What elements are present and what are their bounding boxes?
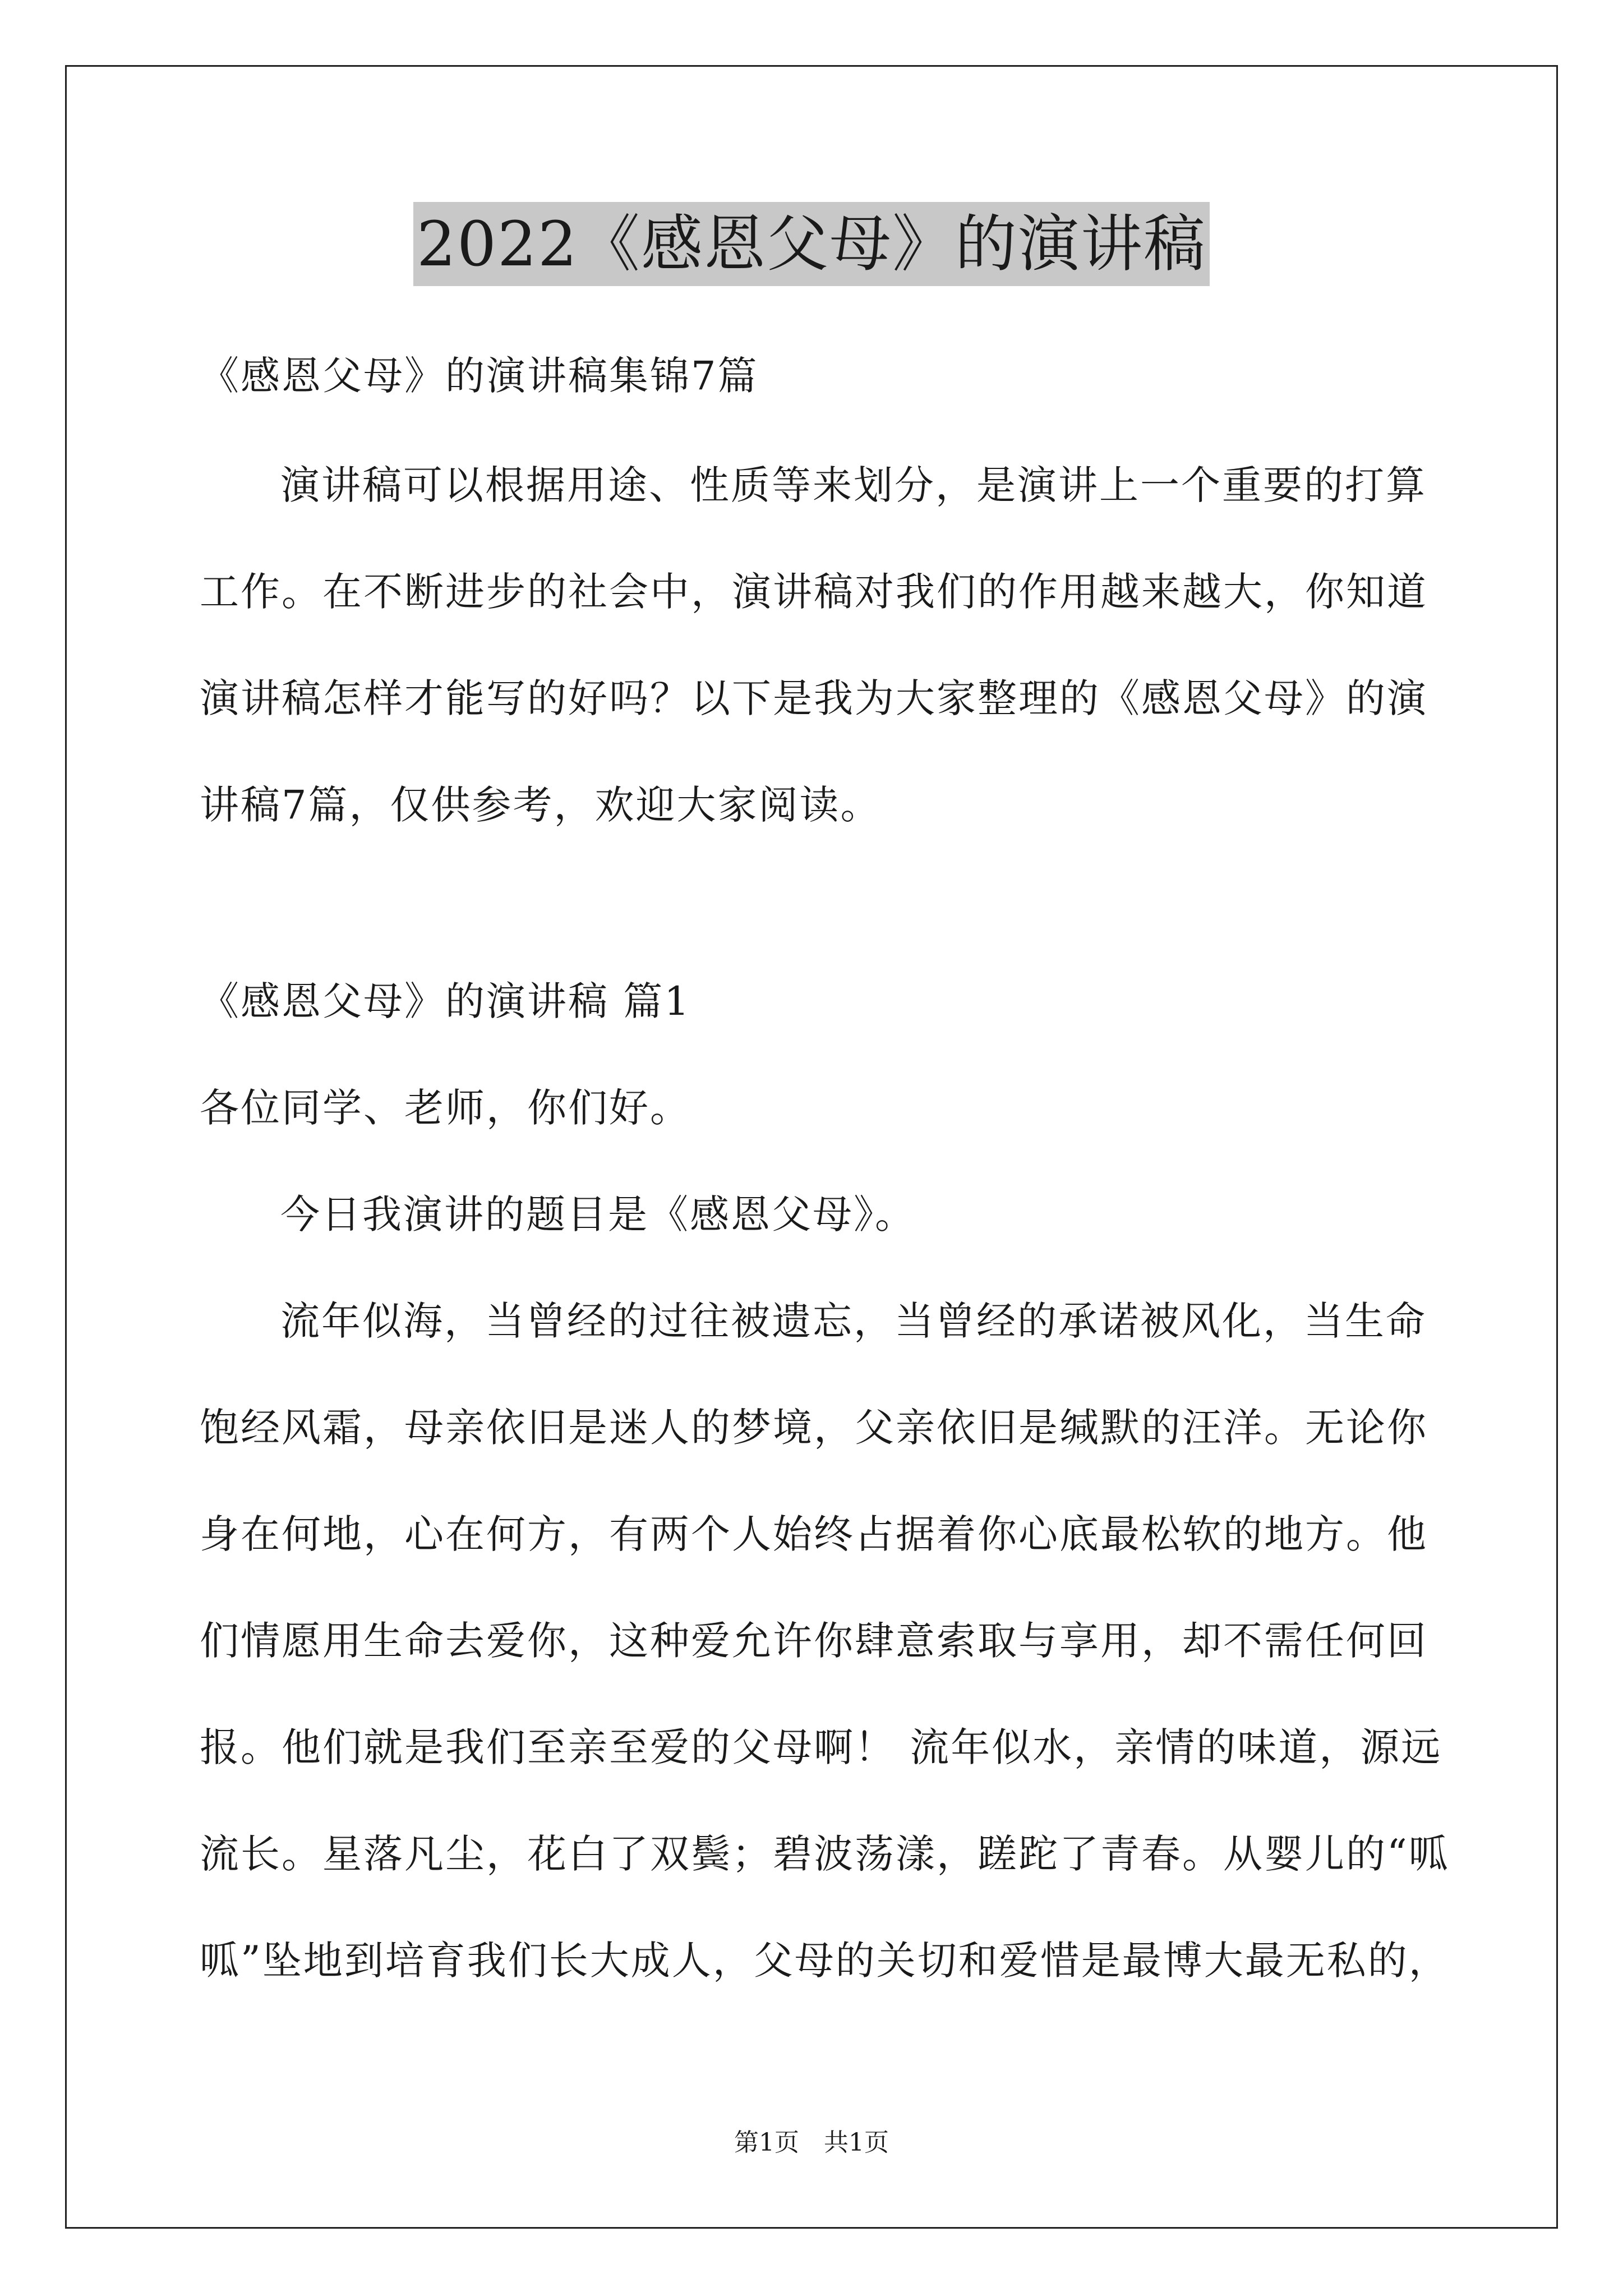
document-title: 2022《感恩父母》的演讲稿 (413, 202, 1210, 286)
intro-line-2: 工作。在不断进步的社会中，演讲稿对我们的作用越来越大，你知道 (200, 569, 1428, 615)
body-line-5: 报。他们就是我们至亲至爱的父母啊！ 流年似水，亲情的味道，源远 (200, 1724, 1442, 1770)
body-line-6: 流长。星落凡尘，花白了双鬓；碧波荡漾，蹉跎了青春。从婴儿的“呱 (200, 1831, 1450, 1877)
page-number-footer: 第1页 共1页 (734, 2128, 889, 2157)
body-line-1: 流年似海，当曾经的过往被遗忘，当曾经的承诺被风化，当生命 (280, 1298, 1427, 1344)
topic-line: 今日我演讲的题目是《感恩父母》。 (280, 1191, 916, 1237)
intro-line-1: 演讲稿可以根据用途、性质等来划分，是演讲上一个重要的打算 (280, 462, 1427, 508)
title-container (0, 202, 1623, 286)
body-line-2: 饱经风霜，母亲依旧是迷人的梦境，父亲依旧是缄默的汪洋。无论你 (200, 1405, 1428, 1451)
section-heading: 《感恩父母》的演讲稿 篇1 (200, 978, 691, 1024)
intro-line-4: 讲稿7篇，仅供参考，欢迎大家阅读。 (200, 782, 882, 828)
intro-line-3: 演讲稿怎样才能写的好吗？以下是我为大家整理的《感恩父母》的演 (200, 675, 1428, 721)
body-line-4: 们情愿用生命去爱你，这种爱允许你肆意索取与享用，却不需任何回 (200, 1618, 1428, 1664)
body-line-3: 身在何地，心在何方，有两个人始终占据着你心底最松软的地方。他 (200, 1511, 1428, 1557)
subtitle: 《感恩父母》的演讲稿集锦7篇 (200, 353, 759, 399)
body-line-7: 呱”坠地到培育我们长大成人，父母的关切和爱惜是最博大最无私的， (200, 1938, 1450, 1984)
greeting-line: 各位同学、老师，你们好。 (200, 1085, 691, 1131)
